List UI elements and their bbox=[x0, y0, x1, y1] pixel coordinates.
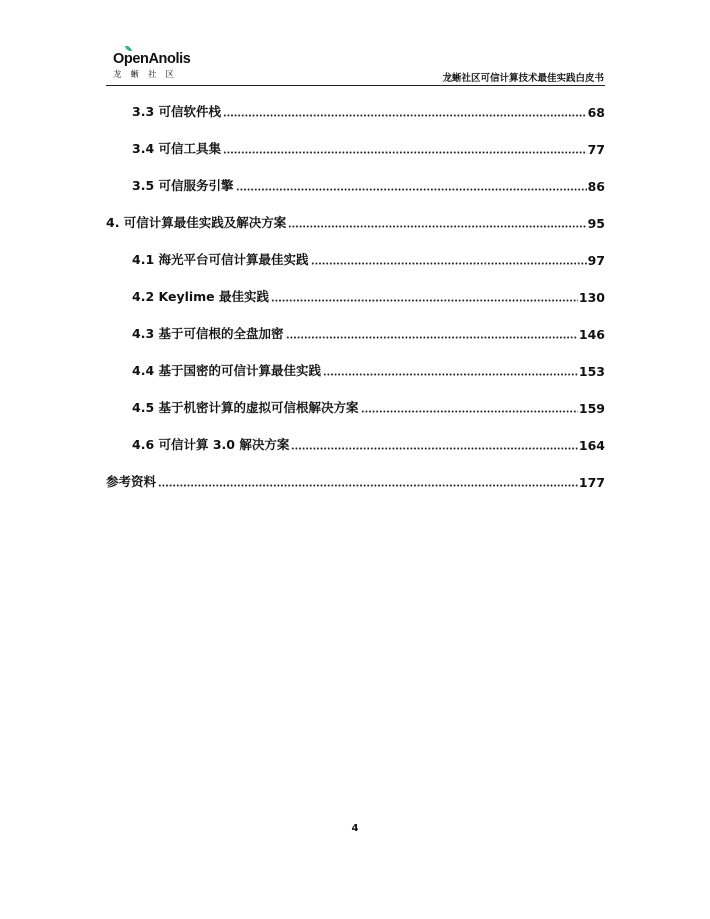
toc-entry-title: 3.5 可信服务引擎 bbox=[132, 178, 234, 193]
toc-entry[interactable] bbox=[106, 396, 605, 416]
toc-entry-title: 3.4 可信工具集 bbox=[132, 141, 221, 156]
toc-entry-page: 77 bbox=[587, 142, 605, 157]
toc-leader-dots bbox=[158, 473, 578, 487]
toc-entry-page: 164 bbox=[578, 438, 605, 453]
toc-entry-title: 4.4 基于国密的可信计算最佳实践 bbox=[132, 363, 321, 378]
toc-entry-title: 4.1 海光平台可信计算最佳实践 bbox=[132, 252, 309, 267]
toc-entry-page: 95 bbox=[587, 216, 605, 231]
toc-entry-title: 4.6 可信计算 3.0 解决方案 bbox=[132, 437, 290, 452]
toc-leader-dots bbox=[236, 177, 587, 191]
toc-entry-title: 4. 可信计算最佳实践及解决方案 bbox=[106, 215, 287, 230]
logo-subtitle: 龙蜥社区 bbox=[113, 70, 184, 80]
toc-entry[interactable] bbox=[106, 322, 605, 342]
toc-entry-page: 97 bbox=[587, 253, 605, 268]
toc-entry-title: 3.3 可信软件栈 bbox=[132, 104, 221, 119]
toc-entry-page: 177 bbox=[578, 475, 605, 490]
toc-leader-dots bbox=[361, 399, 578, 413]
toc-leader-dots bbox=[323, 362, 578, 376]
toc-entry-page: 130 bbox=[578, 290, 605, 305]
toc-entry-page: 153 bbox=[578, 364, 605, 379]
toc-entry-page: 86 bbox=[587, 179, 605, 194]
page-number: 4 bbox=[351, 823, 359, 834]
toc-entry-page: 146 bbox=[578, 327, 605, 342]
toc-entry[interactable] bbox=[106, 359, 605, 379]
toc-entry[interactable] bbox=[106, 100, 605, 120]
toc-leader-dots bbox=[291, 436, 578, 450]
toc-leader-dots bbox=[223, 140, 587, 154]
toc-entry[interactable] bbox=[106, 248, 605, 268]
toc-entry-page: 159 bbox=[578, 401, 605, 416]
header-divider bbox=[106, 85, 605, 86]
toc-entry-title: 4.2 Keylime 最佳实践 bbox=[132, 289, 270, 304]
toc-entry-page: 68 bbox=[587, 105, 605, 120]
toc-entry[interactable] bbox=[106, 174, 605, 194]
toc-entry[interactable] bbox=[106, 470, 605, 490]
toc-entry-title: 4.5 基于机密计算的虚拟可信根解决方案 bbox=[132, 400, 359, 415]
toc-entry[interactable] bbox=[106, 433, 605, 453]
toc-entry[interactable] bbox=[106, 211, 605, 231]
toc-entry-title: 参考资料 bbox=[106, 474, 157, 489]
toc-leader-dots bbox=[288, 214, 586, 228]
logo-wordmark: O penAnolis bbox=[113, 51, 203, 67]
openanolis-logo bbox=[113, 51, 203, 81]
toc-entry[interactable] bbox=[106, 137, 605, 157]
toc-leader-dots bbox=[271, 288, 578, 302]
toc-leader-dots bbox=[223, 103, 587, 117]
toc-leader-dots bbox=[311, 251, 587, 265]
document-title: 龙蜥社区可信计算技术最佳实践白皮书 bbox=[442, 73, 604, 84]
toc-entry-title: 4.3 基于可信根的全盘加密 bbox=[132, 326, 284, 341]
toc-leader-dots bbox=[286, 325, 578, 339]
toc-entry[interactable] bbox=[106, 285, 605, 305]
